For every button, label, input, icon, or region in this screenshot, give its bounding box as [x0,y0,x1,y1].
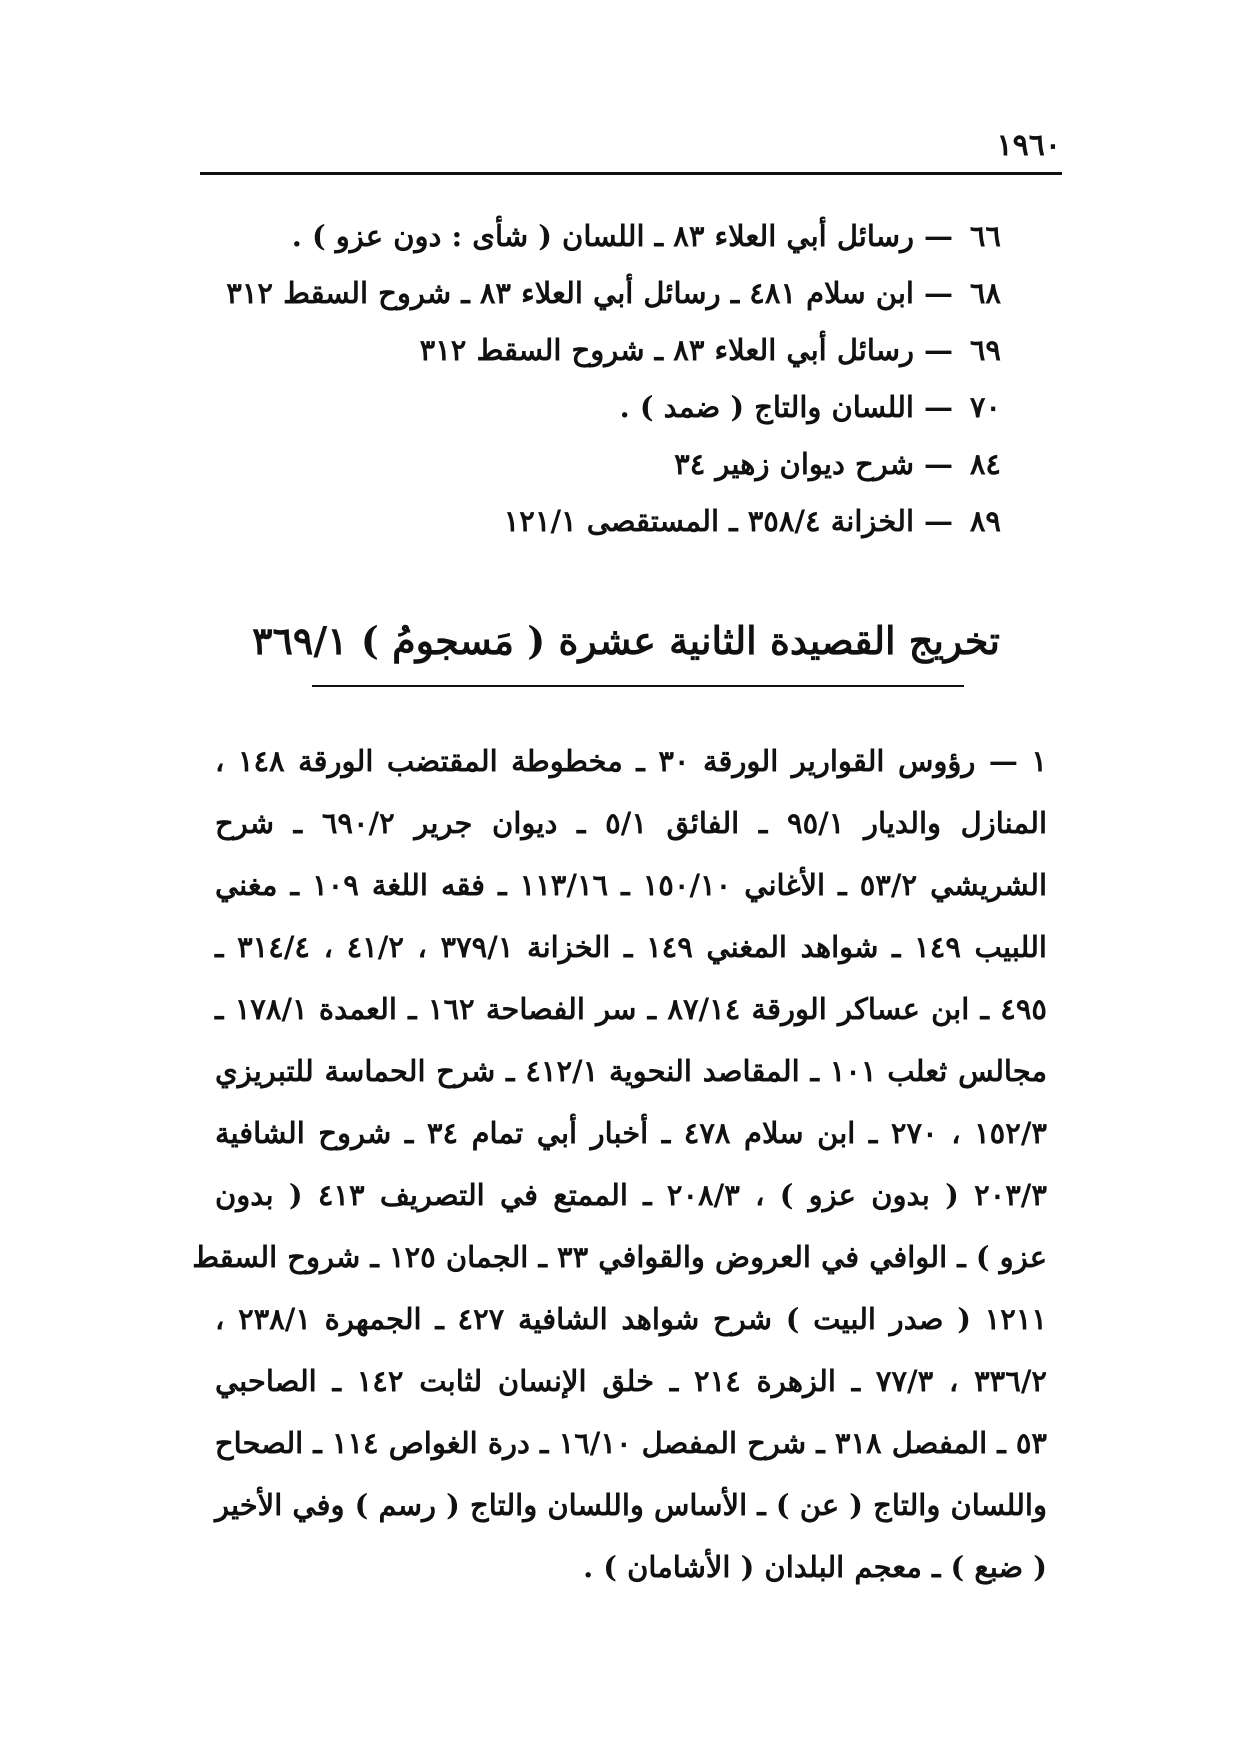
reference-number: ٨٤ [969,447,1001,481]
reference-line [201,493,1001,550]
body-line: ٤٩٥ ـ ابن عساكر الورقة ٨٧/١٤ ـ سر الفصاحة ١٦٢ ـ العمدة ١٧٨/١ ـ [215,992,1047,1026]
header-rule [200,172,1062,175]
reference-dash: — [924,276,953,310]
reference-text: رسائل أبي العلاء ٨٣ ـ شروح السقط ٣١٢ [419,333,914,367]
body-line: اللبيب ١٤٩ ـ شواهد المغني ١٤٩ ـ الخزانة ٣٧٩/١ ، ٤١/٢ ، ٣١٤/٤ ـ [215,930,1047,964]
references-list [201,208,1001,550]
body-line: واللسان والتاج ( عن ) ـ الأساس واللسان والتاج ( رسم ) وفي الأخير [215,1488,1047,1522]
reference-line [201,436,1001,493]
body-line: ( ضبع ) ـ معجم البلدان ( الأشامان ) . [583,1550,1047,1584]
reference-number: ٦٨ [969,276,1001,310]
body-line: مجالس ثعلب ١٠١ ـ المقاصد النحوية ٤١٢/١ ـ شرح الحماسة للتبريزي [215,1054,1047,1088]
reference-number: ٦٩ [969,333,1001,367]
body-line: ١ — رؤوس القوارير الورقة ٣٠ ـ مخطوطة المقتضب الورقة ١٤٨ ، [215,744,1047,778]
reference-text: شرح ديوان زهير ٣٤ [674,447,914,481]
reference-line [201,208,1001,265]
body-line: المنازل والديار ٩٥/١ ـ الفائق ٥/١ ـ ديوان جرير ٦٩٠/٢ ـ شرح [215,806,1047,840]
body-line: ٣٣٦/٢ ، ٧٧/٣ ـ الزهرة ٢١٤ ـ خلق الإنسان لثابت ١٤٢ ـ الصاحبي [215,1364,1047,1398]
reference-line [201,265,1001,322]
reference-number: ٧٠ [969,390,1001,424]
page-number: ١٩٦٠ [996,128,1061,163]
reference-dash: — [924,390,953,424]
body-line: ٢٠٣/٣ ( بدون عزو ) ، ٢٠٨/٣ ـ الممتع في التصريف ٤١٣ ( بدون [215,1178,1047,1212]
section-heading: تخريج القصيدة الثانية عشرة ( مَسجومُ ) ٣٦٩/١ [252,618,1000,663]
body-line: ١٥٢/٣ ، ٢٧٠ ـ ابن سلام ٤٧٨ ـ أخبار أبي تمام ٣٤ ـ شروح الشافية [215,1116,1047,1150]
reference-dash: — [924,333,953,367]
reference-text: اللسان والتاج ( ضمد ) . [619,390,914,424]
body-line: ١٢١١ ( صدر البيت ) شرح شواهد الشافية ٤٢٧ ـ الجمهرة ٢٣٨/١ ، [215,1302,1047,1336]
reference-dash: — [924,219,953,253]
reference-text: الخزانة ٣٥٨/٤ ـ المستقصى ١٢١/١ [503,504,914,538]
body-paragraph [192,730,1047,1598]
reference-line [201,322,1001,379]
reference-dash: — [924,504,953,538]
reference-number: ٨٩ [969,504,1001,538]
body-line: ٥٣ ـ المفصل ٣١٨ ـ شرح المفصل ١٦/١٠ ـ درة الغواص ١١٤ ـ الصحاح [214,1426,1047,1460]
body-line: الشريشي ٥٣/٢ ـ الأغاني ١٥٠/١٠ ـ ١١٣/١٦ ـ فقه اللغة ١٠٩ ـ مغني [215,868,1047,902]
body-line: عزو ) ـ الوافي في العروض والقوافي ٣٣ ـ الجمان ١٢٥ ـ شروح السقط [192,1240,1047,1274]
reference-line [201,379,1001,436]
heading-underline [312,685,964,687]
reference-text: رسائل أبي العلاء ٨٣ ـ اللسان ( شأى : دون عزو ) . [291,219,914,253]
reference-text: ابن سلام ٤٨١ ـ رسائل أبي العلاء ٨٣ ـ شروح السقط ٣١٢ [226,276,914,310]
reference-dash: — [924,447,953,481]
reference-number: ٦٦ [969,219,1001,253]
